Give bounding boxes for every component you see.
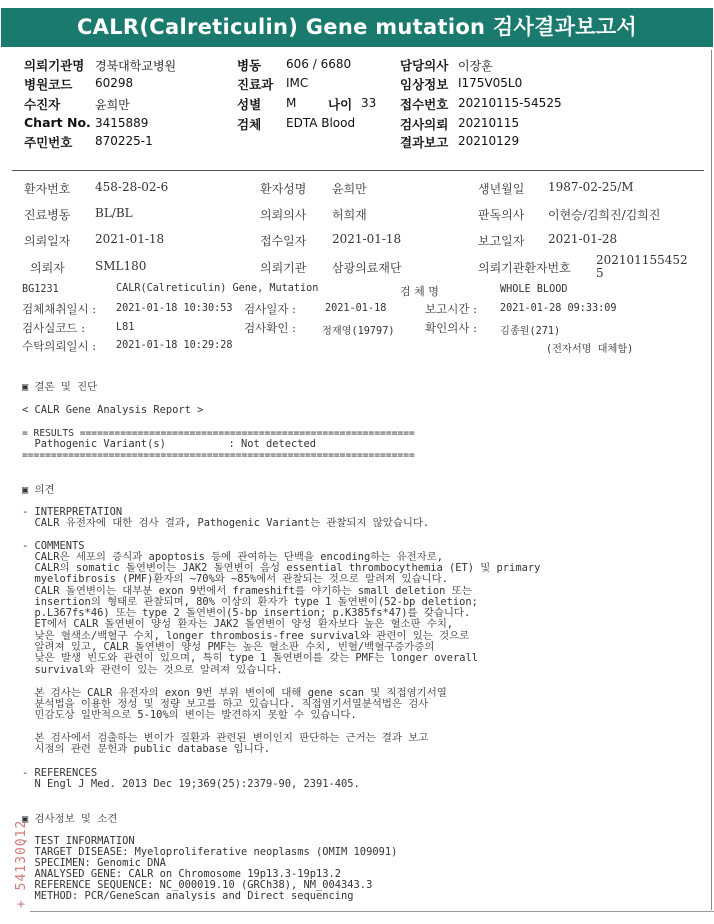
header-value: M bbox=[286, 96, 297, 110]
grid-value: 1987-02-25/M bbox=[548, 180, 634, 194]
grid-value: 5 bbox=[596, 266, 604, 280]
test-name: CALR(Calreticulin) Gene, Mutation bbox=[116, 283, 319, 294]
header-value: 33 bbox=[361, 96, 377, 110]
specimen-value: WHOLE BLOOD bbox=[500, 284, 568, 295]
grid-label: 보고일자 bbox=[478, 234, 525, 248]
grid-value: 윤희만 bbox=[332, 182, 367, 196]
specimen-label: 검 체 명 bbox=[400, 285, 439, 298]
comment-line: CALR 돌연변이는 대부분 exon 9번에서 frameshift를 야기하는 small deletion 또는 bbox=[22, 585, 472, 597]
report-heading: < CALR Gene Analysis Report > bbox=[22, 404, 204, 416]
collect-label: 검체채취일시 : bbox=[22, 302, 97, 316]
header-label: 의뢰기관명 bbox=[24, 58, 85, 73]
page-border-right bbox=[711, 50, 712, 910]
header-label: 병원코드 bbox=[24, 77, 73, 92]
grid-label: 의뢰자 bbox=[30, 261, 65, 275]
divider bbox=[12, 170, 704, 171]
test-info-line: SPECIMEN: Genomic DNA bbox=[22, 857, 166, 869]
comment-line: 본 검사에서 검출하는 변이가 질환과 관련된 변이인지 판단하는 근거는 결과 보고 bbox=[22, 732, 429, 744]
header-label: 병동 bbox=[237, 58, 262, 73]
testdate-value: 2021-01-18 bbox=[325, 303, 387, 314]
test-info-line: ANALYSED GENE: CALR on Chromosome 19p13.3-19p13.2 bbox=[22, 868, 342, 880]
interpretation-header: - INTERPRETATION bbox=[22, 506, 123, 518]
grid-value: 202101155452 bbox=[596, 253, 688, 267]
grid-label: 접수일자 bbox=[260, 234, 307, 248]
grid-label: 판독의사 bbox=[478, 208, 525, 222]
grid-label: 환자번호 bbox=[24, 182, 71, 196]
grid-value: BL/BL bbox=[95, 206, 133, 220]
grid-value: 2021-01-18 bbox=[95, 232, 165, 246]
comment-line: p.L367fs*46) 또는 type 2 돌연변이(5-bp insertion; p.K385fs*47)를 갖습니다. bbox=[22, 607, 471, 619]
header-value: 606 / 6680 bbox=[286, 57, 352, 71]
header-value: I175V05L0 bbox=[458, 76, 523, 90]
grid-label: 진료병동 bbox=[24, 208, 71, 222]
grid-label: 의뢰의사 bbox=[260, 208, 307, 222]
collect-value: 2021-01-18 10:30:53 bbox=[116, 303, 233, 314]
header-value: 이장훈 bbox=[458, 59, 493, 73]
header-label: 접수번호 bbox=[400, 97, 449, 112]
test-code: BG1231 bbox=[22, 284, 59, 295]
results-end: ==================================================================== bbox=[22, 450, 415, 461]
comment-line: 민감도상 일반적으로 5-10%의 변이는 발견하지 못할 수 있습니다. bbox=[22, 709, 357, 721]
interpretation-text: CALR 유전자에 대한 검사 결과, Pathogenic Variant는 관찰되지 않았습니다. bbox=[22, 517, 430, 529]
grid-value: 2021-01-28 bbox=[548, 232, 618, 246]
doc-label: 확인의사 : bbox=[425, 321, 477, 335]
header-label: 나이 bbox=[328, 97, 353, 112]
header-value: EDTA Blood bbox=[286, 116, 356, 130]
comment-line: 본 검사는 CALR 유전자의 exon 9번 부위 변이에 대해 gene scan 및 직접염기서열 bbox=[22, 687, 447, 699]
grid-value: 삼광의료재단 bbox=[332, 261, 402, 275]
header-label: 결과보고 bbox=[400, 135, 449, 150]
grid-label: 생년월일 bbox=[478, 182, 525, 196]
comment-line: 분석법을 이용한 정성 및 정량 보고를 하고 있습니다. 직접염기서열분석법은 검사 bbox=[22, 698, 429, 710]
comment-line: CALR의 somatic 돌연변이는 JAK2 돌연변이 음성 essential thrombocythemia (ET) 및 primary bbox=[22, 562, 541, 574]
reference-text: N Engl J Med. 2013 Dec 19;369(25):2379-90, 2391-405. bbox=[22, 778, 360, 790]
header-label: 주민번호 bbox=[24, 135, 73, 150]
section-opinion: ▣ 의견 bbox=[22, 484, 55, 496]
comment-line: 낮은 발생 빈도와 관련이 있으며, 특히 type 1 돌연변이를 갖는 PMF는 longer overall bbox=[22, 652, 479, 664]
room-value: L81 bbox=[116, 322, 135, 333]
header-label: 진료과 bbox=[237, 77, 274, 92]
comment-line: myelofibrosis (PMF)환자의 ~70%와 ~85%에서 관찰되는 것으로 알려져 있습니다. bbox=[22, 573, 448, 585]
req-value: 2021-01-18 10:29:28 bbox=[116, 340, 233, 351]
header-value: 윤희만 bbox=[95, 98, 130, 112]
grid-value: 이현승/김희진/김희진 bbox=[548, 208, 661, 222]
results-line: Pathogenic Variant(s) : Not detected bbox=[22, 438, 317, 450]
comment-line: survival와 관련이 있는 것으로 알려져 있습니다. bbox=[22, 664, 283, 676]
grid-value: SML180 bbox=[95, 259, 147, 273]
reporttime-label: 보고시간 : bbox=[425, 302, 477, 316]
comment-line: insertion의 형태로 관찰되며, 80% 이상의 환자가 type 1 돌연변이(52-bp deletion; bbox=[22, 596, 478, 608]
test-info-line: - TEST INFORMATION bbox=[22, 835, 135, 847]
grid-value: 허희재 bbox=[332, 208, 367, 222]
comment-line: 낮은 혈색소/백혈구 수치, longer thrombosis-free survival와 관련이 있는 것으로 bbox=[22, 630, 470, 642]
header-value: IMC bbox=[286, 76, 309, 90]
header-label: 임상정보 bbox=[400, 77, 449, 92]
header-value: 경북대학교병원 bbox=[95, 59, 177, 73]
grid-label: 의뢰기관 bbox=[260, 261, 307, 275]
header-value: 60298 bbox=[95, 76, 134, 90]
esign-note: (전자서명 대체함) bbox=[546, 344, 634, 355]
header-label: 검사의뢰 bbox=[400, 117, 449, 132]
report-title: CALR(Calreticulin) Gene mutation 검사결과보고서 bbox=[1, 8, 713, 47]
test-info-line: REFERENCE SEQUENCE: NC_000019.10 (GRCh38), NM_004343.3 bbox=[22, 879, 373, 891]
side-serial-number: + 54130012 bbox=[14, 819, 29, 908]
comment-line: 알려져 있고, CALR 돌연변이 양성 PMF는 높은 혈소판 수치, 빈혈/백혈구증가증의 bbox=[22, 641, 435, 653]
test-info-line: METHOD: PCR/GeneScan analysis and Direct sequencing bbox=[22, 890, 354, 902]
page-border-bottom bbox=[30, 911, 714, 912]
grid-value: 458-28-02-6 bbox=[95, 180, 169, 194]
header-label: 검체 bbox=[237, 117, 262, 132]
section-conclusion: ▣ 결론 및 진단 bbox=[22, 381, 98, 393]
comment-line: 시점의 관련 문헌과 public database 입니다. bbox=[22, 743, 271, 755]
grid-label: 의뢰일자 bbox=[24, 234, 71, 248]
testdate-label: 검사일자 : bbox=[244, 302, 296, 316]
reporttime-value: 2021-01-28 09:33:09 bbox=[500, 303, 617, 314]
confirm-label: 검사확인 : bbox=[244, 321, 296, 335]
test-info-line: TARGET DISEASE: Myeloproliferative neoplasms (OMIM 109091) bbox=[22, 846, 398, 858]
comment-line: ET에서 CALR 돌연변이 양성 환자는 JAK2 돌연변이 양성 환자보다 높은 혈소판 수치, bbox=[22, 618, 454, 630]
header-label: 성별 bbox=[237, 97, 262, 112]
room-label: 검사실코드 : bbox=[22, 321, 86, 335]
header-value: 20210115 bbox=[458, 116, 520, 130]
section-test-info: ▣ 검사정보 및 소견 bbox=[22, 813, 118, 825]
header-label: 담당의사 bbox=[400, 58, 449, 73]
comments-header: - COMMENTS bbox=[22, 540, 85, 552]
header-label: Chart No. bbox=[24, 115, 91, 130]
header-value: 870225-1 bbox=[95, 134, 153, 148]
header-value: 20210115-54525 bbox=[458, 96, 562, 110]
header-value: 20210129 bbox=[458, 134, 520, 148]
results-header: = RESULTS ========================================================== bbox=[22, 428, 415, 439]
doc-value: 김종원(271) bbox=[500, 326, 561, 337]
grid-value: 2021-01-18 bbox=[332, 232, 402, 246]
req-label: 수탁의뢰일시 : bbox=[22, 339, 97, 353]
references-header: - REFERENCES bbox=[22, 767, 98, 779]
comment-line: CALR은 세포의 증식과 apoptosis 등에 관여하는 단백을 encoding하는 유전자로, bbox=[22, 551, 444, 563]
confirm-value: 정재영(19797) bbox=[322, 326, 395, 337]
header-value: 3415889 bbox=[95, 116, 149, 130]
header-label: 수진자 bbox=[24, 97, 61, 112]
grid-label: 환자성명 bbox=[260, 182, 307, 196]
grid-label: 의뢰기관환자번호 bbox=[478, 261, 571, 275]
